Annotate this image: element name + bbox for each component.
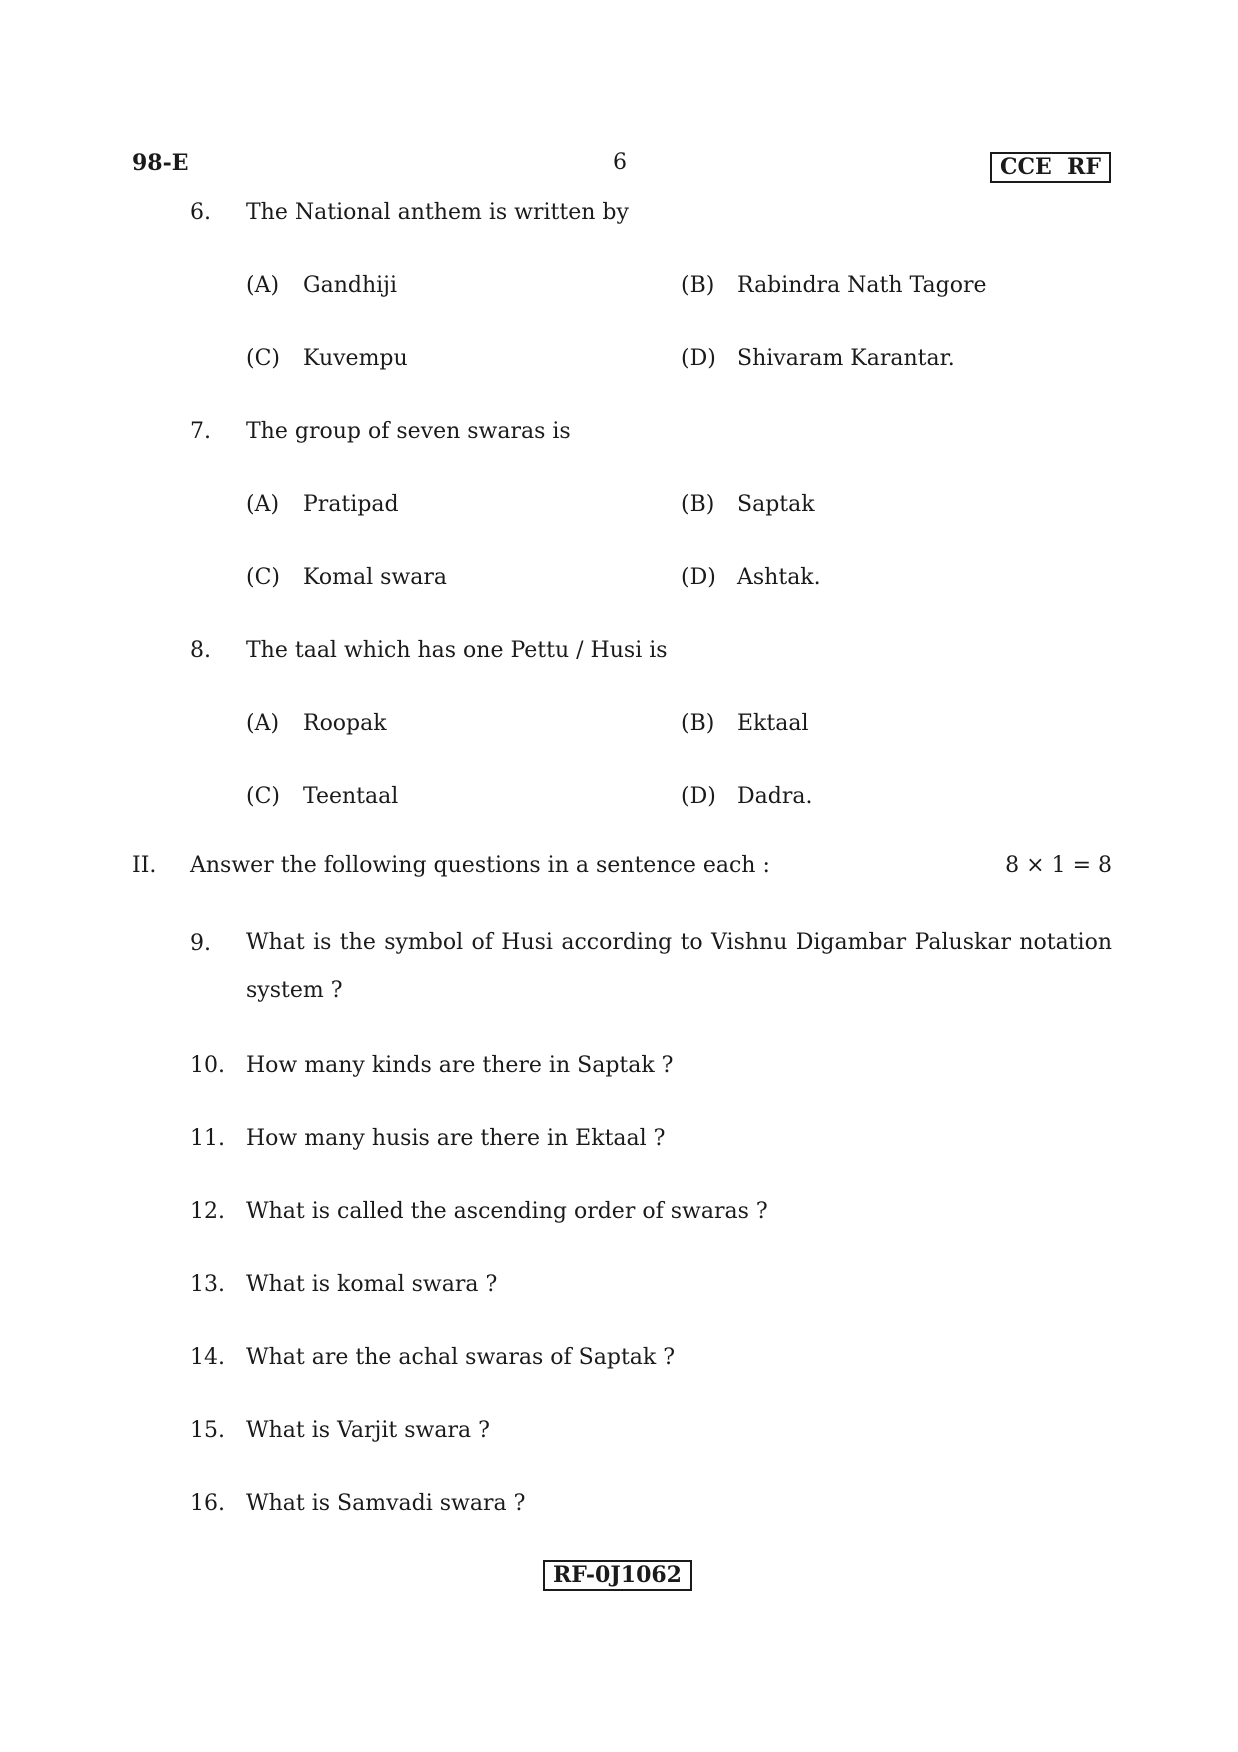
question-number: 11. [190, 1126, 225, 1151]
question-number: 6. [190, 200, 211, 225]
option-text: Rabindra Nath Tagore [737, 273, 987, 298]
option-text: Pratipad [303, 492, 399, 517]
option-key: (C) [246, 565, 280, 590]
option-key: (C) [246, 346, 280, 371]
option-key: (A) [246, 273, 280, 298]
section-instruction: Answer the following questions in a sentence each : [190, 853, 770, 878]
footer-code-box: RF-0J1062 [543, 1560, 692, 1591]
option-text: Ashtak. [737, 565, 821, 590]
option-text: Saptak [737, 492, 815, 517]
option-text: Gandhiji [303, 273, 398, 298]
question-number: 9. [190, 931, 211, 956]
option-text: Teentaal [303, 784, 399, 809]
page-number: 6 [613, 150, 627, 175]
question-text: What is Varjit swara ? [246, 1418, 490, 1443]
section-marks: 8 × 1 = 8 [1005, 853, 1112, 878]
question-number: 14. [190, 1345, 225, 1370]
question-number: 10. [190, 1053, 225, 1078]
question-number: 12. [190, 1199, 225, 1224]
question-text: What is komal swara ? [246, 1272, 498, 1297]
option-key: (B) [681, 492, 715, 517]
exam-code-box: CCE RF [990, 152, 1111, 183]
question-text: What is called the ascending order of swaras ? [246, 1199, 768, 1224]
option-text: Shivaram Karantar. [737, 346, 955, 371]
option-text: Dadra. [737, 784, 813, 809]
question-text: What is Samvadi swara ? [246, 1491, 526, 1516]
option-text: Komal swara [303, 565, 447, 590]
question-text: How many kinds are there in Saptak ? [246, 1053, 674, 1078]
option-key: (B) [681, 711, 715, 736]
option-key: (D) [681, 565, 716, 590]
section-numeral: II. [132, 853, 157, 878]
option-text: Kuvempu [303, 346, 408, 371]
question-number: 8. [190, 638, 211, 663]
option-key: (D) [681, 346, 716, 371]
option-text: Ektaal [737, 711, 809, 736]
option-key: (A) [246, 711, 280, 736]
question-number: 16. [190, 1491, 225, 1516]
paper-code: 98-E [132, 150, 189, 176]
question-number: 7. [190, 419, 211, 444]
option-key: (C) [246, 784, 280, 809]
option-key: (A) [246, 492, 280, 517]
question-text: The group of seven swaras is [246, 419, 571, 444]
question-text: How many husis are there in Ektaal ? [246, 1126, 666, 1151]
question-text: The taal which has one Pettu / Husi is [246, 638, 668, 663]
question-number: 15. [190, 1418, 225, 1443]
question-number: 13. [190, 1272, 225, 1297]
option-text: Roopak [303, 711, 387, 736]
option-key: (D) [681, 784, 716, 809]
question-text: What is the symbol of Husi according to Vishnu Digambar Paluskar notation system ? [246, 930, 1112, 1003]
option-key: (B) [681, 273, 715, 298]
question-text: What are the achal swaras of Saptak ? [246, 1345, 676, 1370]
question-text: The National anthem is written by [246, 200, 629, 225]
